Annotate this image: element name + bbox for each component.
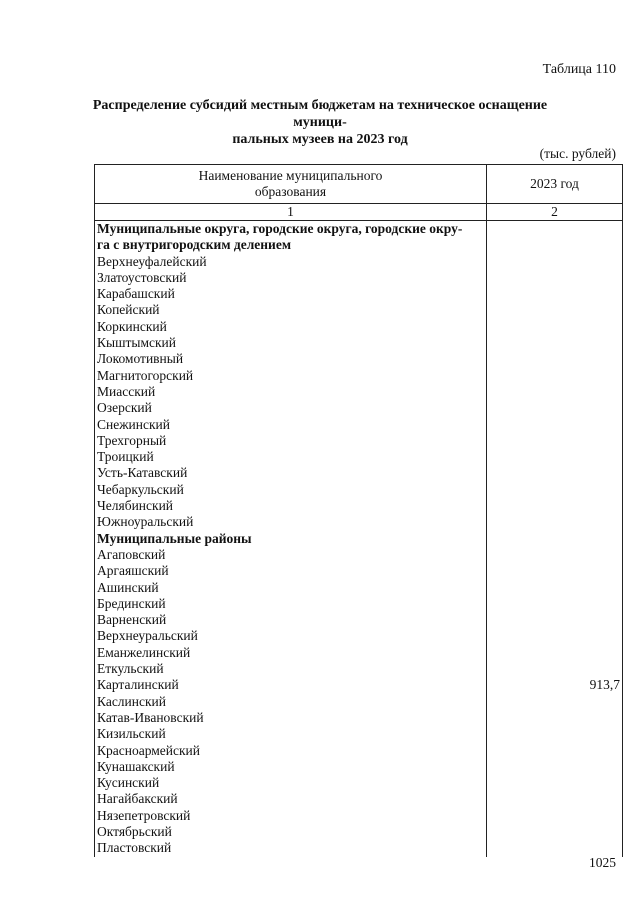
- subsidy-value: [487, 580, 623, 596]
- subsidy-value: [487, 743, 623, 759]
- municipality-name: Кизильский: [95, 726, 487, 742]
- column-number-row: [95, 204, 623, 221]
- group-row-municipal-districts: [95, 531, 623, 547]
- subsidy-value: [487, 482, 623, 498]
- table-row: [95, 449, 623, 465]
- municipality-name: Трехгорный: [95, 433, 487, 449]
- municipality-name: Ашинский: [95, 580, 487, 596]
- table-row: [95, 824, 623, 840]
- table-row: [95, 254, 623, 270]
- column-header-municipality: [95, 165, 487, 204]
- municipality-name: Варненский: [95, 612, 487, 628]
- table-row: [95, 775, 623, 791]
- table-row: [95, 726, 623, 742]
- subsidy-value: [487, 498, 623, 514]
- subsidy-value: [487, 612, 623, 628]
- group-title-urban-districts-line-1: Муниципальные округа, городские округа, городские окру-: [97, 221, 463, 236]
- municipality-name: Карталинский: [95, 677, 487, 693]
- municipality-name: Нагайбакский: [95, 791, 487, 807]
- column-header-year: 2023 год: [487, 165, 623, 204]
- table-row: [95, 710, 623, 726]
- municipality-name: Еткульский: [95, 661, 487, 677]
- subsidy-value: [487, 302, 623, 318]
- municipality-name: Еманжелинский: [95, 645, 487, 661]
- table-row: [95, 351, 623, 367]
- table-row: [95, 319, 623, 335]
- table-row: [95, 694, 623, 710]
- municipality-name: Троицкий: [95, 449, 487, 465]
- municipality-name: Нязепетровский: [95, 808, 487, 824]
- municipality-name: Магнитогорский: [95, 368, 487, 384]
- subsidy-value: [487, 791, 623, 807]
- subsidy-value: [487, 661, 623, 677]
- municipality-name: Агаповский: [95, 547, 487, 563]
- document-title-line-1: Распределение субсидий местным бюджетам на техническое оснащение муници-: [92, 98, 548, 130]
- subsidy-value: [487, 563, 623, 579]
- table-row: [95, 677, 623, 693]
- subsidy-value: [487, 400, 623, 416]
- subsidy-value: [487, 351, 623, 367]
- municipality-name: Чебаркульский: [95, 482, 487, 498]
- municipality-name: Златоустовский: [95, 270, 487, 286]
- municipality-name: Кусинский: [95, 775, 487, 791]
- group-row-urban-districts: [95, 221, 623, 254]
- subsidy-value: [487, 824, 623, 840]
- municipality-name: Каслинский: [95, 694, 487, 710]
- municipality-name: Пластовский: [95, 840, 487, 856]
- table-row: [95, 808, 623, 824]
- table-row: [95, 514, 623, 530]
- municipality-name: Катав-Ивановский: [95, 710, 487, 726]
- municipality-name: Верхнеуральский: [95, 628, 487, 644]
- subsidy-value: [487, 694, 623, 710]
- subsidy-value: [487, 628, 623, 644]
- municipality-name: Кунашакский: [95, 759, 487, 775]
- column-number-2: 2: [487, 204, 623, 221]
- municipality-name: Локомотивный: [95, 351, 487, 367]
- column-header-municipality-line-1: Наименование муниципального: [198, 168, 383, 183]
- table-row: [95, 335, 623, 351]
- municipality-name: Коркинский: [95, 319, 487, 335]
- table-row: [95, 433, 623, 449]
- municipality-name: Брединский: [95, 596, 487, 612]
- subsidy-value: [487, 465, 623, 481]
- group-title-municipal-districts: Муниципальные районы: [95, 531, 487, 547]
- group-title-urban-districts-line-2: га с внутригородским делением: [97, 237, 292, 253]
- municipality-name: Южноуральский: [95, 514, 487, 530]
- document-title-line-2: пальных музеев на 2023 год: [232, 132, 408, 147]
- subsidy-value: [487, 808, 623, 824]
- table-row: [95, 580, 623, 596]
- table-row: [95, 563, 623, 579]
- subsidy-value: [487, 368, 623, 384]
- subsidy-value: [487, 270, 623, 286]
- table-row: [95, 400, 623, 416]
- table-body: [95, 221, 623, 857]
- municipality-name: Усть-Катавский: [95, 465, 487, 481]
- subsidy-value: [487, 335, 623, 351]
- table-label: Таблица 110: [542, 62, 616, 77]
- subsidy-value: 913,7: [487, 677, 623, 693]
- group-title-urban-districts: [95, 221, 487, 254]
- table-row: [95, 628, 623, 644]
- table-row: [95, 417, 623, 433]
- municipality-name: Челябинский: [95, 498, 487, 514]
- subsidy-value: [487, 254, 623, 270]
- table-row: [95, 791, 623, 807]
- table-row: [95, 743, 623, 759]
- municipality-name: Озерский: [95, 400, 487, 416]
- table-row: [95, 596, 623, 612]
- subsidy-value: [487, 433, 623, 449]
- subsidy-value: [487, 514, 623, 530]
- municipality-name: Красноармейский: [95, 743, 487, 759]
- subsidy-value: [487, 384, 623, 400]
- table-row: [95, 270, 623, 286]
- municipality-name: Карабашский: [95, 286, 487, 302]
- subsidy-value: [487, 710, 623, 726]
- units-label: (тыс. рублей): [539, 146, 616, 161]
- table-row: [95, 547, 623, 563]
- column-header-municipality-line-2: образования: [254, 184, 327, 199]
- municipality-name: Миасский: [95, 384, 487, 400]
- group-value-cell: [487, 531, 623, 547]
- municipality-name: Кыштымский: [95, 335, 487, 351]
- table-row: [95, 661, 623, 677]
- table-row: [95, 612, 623, 628]
- subsidy-value: [487, 449, 623, 465]
- page-number: 1025: [589, 855, 616, 870]
- subsidy-value: [487, 547, 623, 563]
- document-title: [80, 97, 560, 148]
- subsidy-value: [487, 417, 623, 433]
- subsidy-value: [487, 759, 623, 775]
- subsidy-table: [94, 164, 623, 857]
- table-row: [95, 368, 623, 384]
- table-header-row: [95, 165, 623, 204]
- table-row: [95, 482, 623, 498]
- subsidy-value: [487, 775, 623, 791]
- municipality-name: Копейский: [95, 302, 487, 318]
- municipality-name: Снежинский: [95, 417, 487, 433]
- table-row: [95, 645, 623, 661]
- table-row: [95, 759, 623, 775]
- subsidy-value: [487, 319, 623, 335]
- subsidy-value: [487, 726, 623, 742]
- municipality-name: Октябрьский: [95, 824, 487, 840]
- table-row: [95, 840, 623, 856]
- table-row: [95, 384, 623, 400]
- table-row: [95, 498, 623, 514]
- subsidy-value: [487, 596, 623, 612]
- table-row: [95, 302, 623, 318]
- table-row: [95, 465, 623, 481]
- subsidy-value: [487, 645, 623, 661]
- subsidy-value: [487, 286, 623, 302]
- municipality-name: Аргаяшский: [95, 563, 487, 579]
- table-row: [95, 286, 623, 302]
- column-number-1: 1: [95, 204, 487, 221]
- group-value-cell: [487, 221, 623, 254]
- municipality-name: Верхнеуфалейский: [95, 254, 487, 270]
